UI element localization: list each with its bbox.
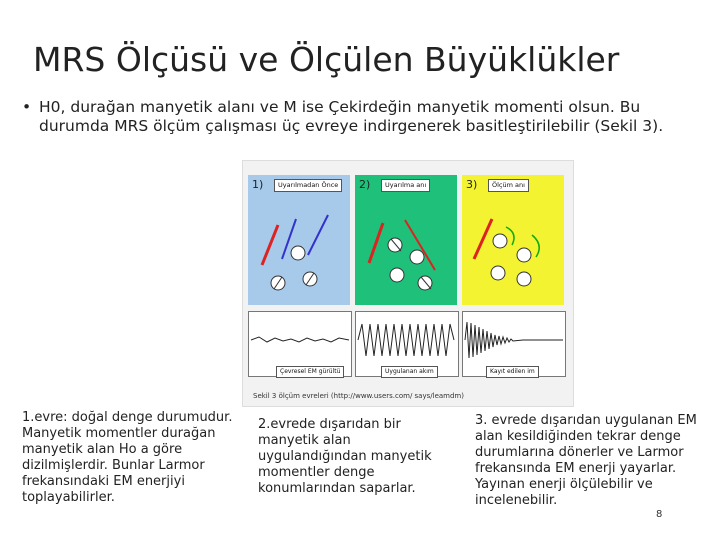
bullet-text: H0, durağan manyetik alanı ve M ise Çekirdeğin manyetik momenti olsun. Bu durumda MRS ölçüm çalışması üç evreye indirgenerek basitleştirilebilir (Sekil 3). — [39, 98, 664, 135]
phase-3-description: 3. evrede dışarıdan uygulanan EM alan kesildiğinden tekrar denge durumlarına dönerler ve Larmor frekansında EM enerji yayarlar. Yayınan enerji ölçülebilir ve incelenebilir. — [475, 413, 697, 508]
spin-diagram — [355, 175, 457, 305]
panel-label: Uyarılmadan Önce — [274, 179, 342, 192]
panel-number: 3) — [466, 178, 478, 191]
bullet-paragraph — [22, 98, 702, 136]
noise-signal — [249, 320, 351, 360]
wave-label: Çevresel EM gürültü — [276, 366, 344, 378]
panel-label: Ölçüm anı — [488, 179, 529, 192]
panel-label: Uyarılma anı — [381, 179, 430, 192]
figure-caption: Sekil 3 ölçüm evreleri (http://www.users.com/ says/leamdm) — [253, 392, 464, 400]
phase-1-description: 1.evre: doğal denge durumudur. Manyetik momentler durağan manyetik alan Ho a göre dizilmişlerdir. Bunlar Larmor frekansındaki EM enerjiyi toplayabilirler. — [22, 410, 233, 505]
spin-diagram — [462, 175, 564, 305]
panel-before-excitation — [248, 175, 350, 305]
bullet-dot: • — [22, 98, 32, 116]
figure-measurement-phases — [242, 160, 574, 407]
panel-excitation — [355, 175, 457, 305]
spin-diagram — [248, 175, 350, 305]
page-number: 8 — [656, 509, 663, 520]
panel-measurement — [462, 175, 564, 305]
applied-signal — [356, 320, 458, 360]
wave-label: Uygulanan akım — [381, 366, 438, 378]
decay-signal — [463, 320, 565, 360]
phase-2-description: 2.evrede dışarıdan bir manyetik alan uygulandığından manyetik momentler denge konumlarından saparlar. — [258, 417, 432, 496]
panel-number: 2) — [359, 178, 371, 191]
wave-label: Kayıt edilen im — [486, 366, 539, 378]
panel-number: 1) — [252, 178, 264, 191]
page-title: MRS Ölçüsü ve Ölçülen Büyüklükler — [33, 40, 620, 79]
